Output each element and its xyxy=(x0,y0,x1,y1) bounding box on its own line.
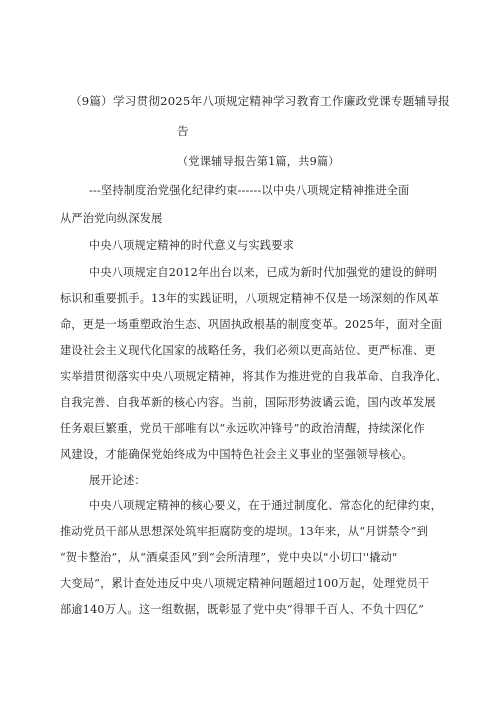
paragraph-1-line: 自我完善、自我革新的核心内容。当前，国际形势波谲云诡，国内改革发展 xyxy=(60,396,436,409)
paragraph-1-line: 命，更是一场重塑政治生态、巩固执政根基的制度变革。2025年，面对全面 xyxy=(60,318,443,331)
section-title: 中央八项规定精神的时代意义与实践要求 xyxy=(89,239,294,252)
paragraph-1-line: 中央八项规定自2012年出台以来，已成为新时代加强党的建设的鲜明 xyxy=(89,266,438,279)
paragraph-1-line: 实举措贯彻落实中央八项规定精神，将其作为推进党的自我革命、自我净化、 xyxy=(60,370,448,383)
paragraph-1-line: 建设社会主义现代化国家的战略任务，我们必须以更高站位、更严标准、更 xyxy=(60,344,436,357)
paragraph-2-line: 部逾140万人。这一组数据，既彰显了党中央“得罪千百人、不负十四亿” xyxy=(60,603,425,616)
heading-line-1: ---坚持制度治党强化纪律约束------以中央八项规定精神推进全面 xyxy=(89,184,410,197)
paragraph-1-line: 任务艰巨繁重，党员干部唯有以“永远吹冲锋号”的政治清醒，持续深化作 xyxy=(60,422,425,435)
paragraph-2-line: 推动党员干部从思想深处筑牢拒腐防变的堤坝。13年来，从“月饼禁令”到 xyxy=(60,525,429,538)
expand-label: 展开论述： xyxy=(89,474,146,487)
paragraph-1-line: 风建设，才能确保党始终成为中国特色社会主义事业的坚强领导核心。 xyxy=(60,448,414,461)
heading-line-2: 从严治党向纵深发展 xyxy=(60,212,163,225)
paragraph-1-line: 标识和重要抓手。13年的实践证明，八项规定精神不仅是一场深刻的作风革 xyxy=(60,292,440,305)
title-line-2: 告 xyxy=(177,124,189,138)
title-line-1: （9篇）学习贯彻2025年八项规定精神学习教育工作廉政党课专题辅导报 xyxy=(70,94,450,108)
paragraph-2-line: 大变局”，累计查处违反中央八项规定精神问题超过100万起，处理党员干 xyxy=(60,577,430,590)
subtitle: （党课辅导报告第1篇，共9篇） xyxy=(177,155,340,168)
paragraph-2-line: “贺卡整治”，从“酒桌歪风”到“会所清理”，党中央以"小切口''撬动" xyxy=(60,551,398,564)
paragraph-2-line: 中央八项规定精神的核心要义，在于通过制度化、常态化的纪律约束， xyxy=(89,499,443,512)
